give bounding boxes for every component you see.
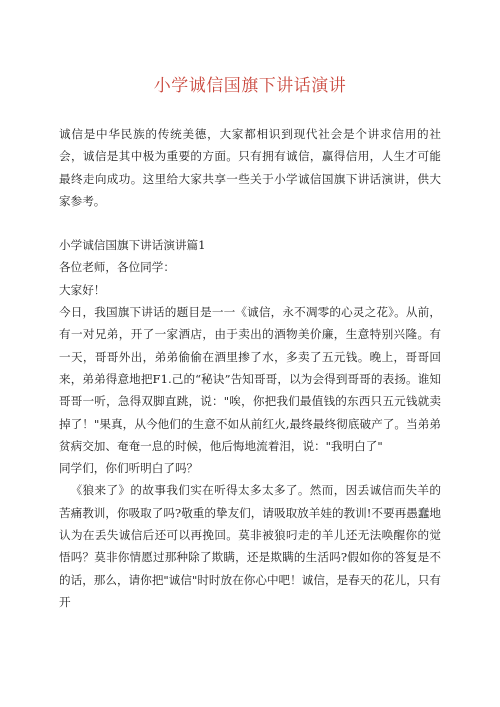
greeting-line: 大家好！: [59, 282, 106, 297]
body-paragraph-2: 同学们，你们听明白了吗？: [59, 461, 199, 476]
salutation-line: 各位老师，各位同学：: [59, 260, 175, 275]
intro-paragraph: 诚信是中华民族的传统美德，大家都相识到现代社会是个讲求信用的社会，诚信是其中极为重要的方面。只有拥有诚信，赢得信用，人生才可能最终走向成功。这里给大家共享一些关于小学诚信国旗下讲话演讲，供大家参考。: [59, 127, 441, 208]
section-heading: 小学诚信国旗下讲话演讲篇1: [59, 238, 206, 253]
body-paragraph-1: 今日，我国旗下讲话的题目是一一《诚信，永不凋零的心灵之花》。从前，有一对兄弟，开了一家酒店，由于卖出的酒物美价廉，生意特别兴隆。有一天，哥哥外出，弟弟偷偷在酒里掺了水，多卖了五元钱。晚上，哥哥回来，弟弟得意地把F1.己的“秘诀”告知哥哥，以为会得到哥哥的表扬。谁知哥哥一听，急得双脚直跳，说："唉，你把我们最值钱的东西只五元钱就卖掉了！"果真，从今他们的生意不如从前红火,最终最终彻底破产了。当弟弟贫病交加、奄奄一息的时候，他后悔地流着泪，说："我明白了": [59, 305, 441, 453]
document-body: [59, 123, 441, 613]
body-paragraph-3: 《狼来了》的故事我们实在听得太多太多了。然而，因丢诚信而失羊的苦痛教训，你吸取了吗?敬重的挚友们，请吸取放羊娃的教训!不要再愚蠢地认为在丢失诚信后还可以再挽回。莫非被狼叼走的羊儿还无法唤醒你的觉悟吗？莫非你情愿过那种除了欺瞒，还是欺瞒的生活吗?假如你的答复是不的话，那么，请你把"诚信"时时放在你心中吧！诚信，是春天的花儿，只有开: [59, 483, 441, 609]
page-title: 小学诚信国旗下讲话演讲: [153, 76, 347, 96]
paragraph-gap: [59, 212, 441, 234]
